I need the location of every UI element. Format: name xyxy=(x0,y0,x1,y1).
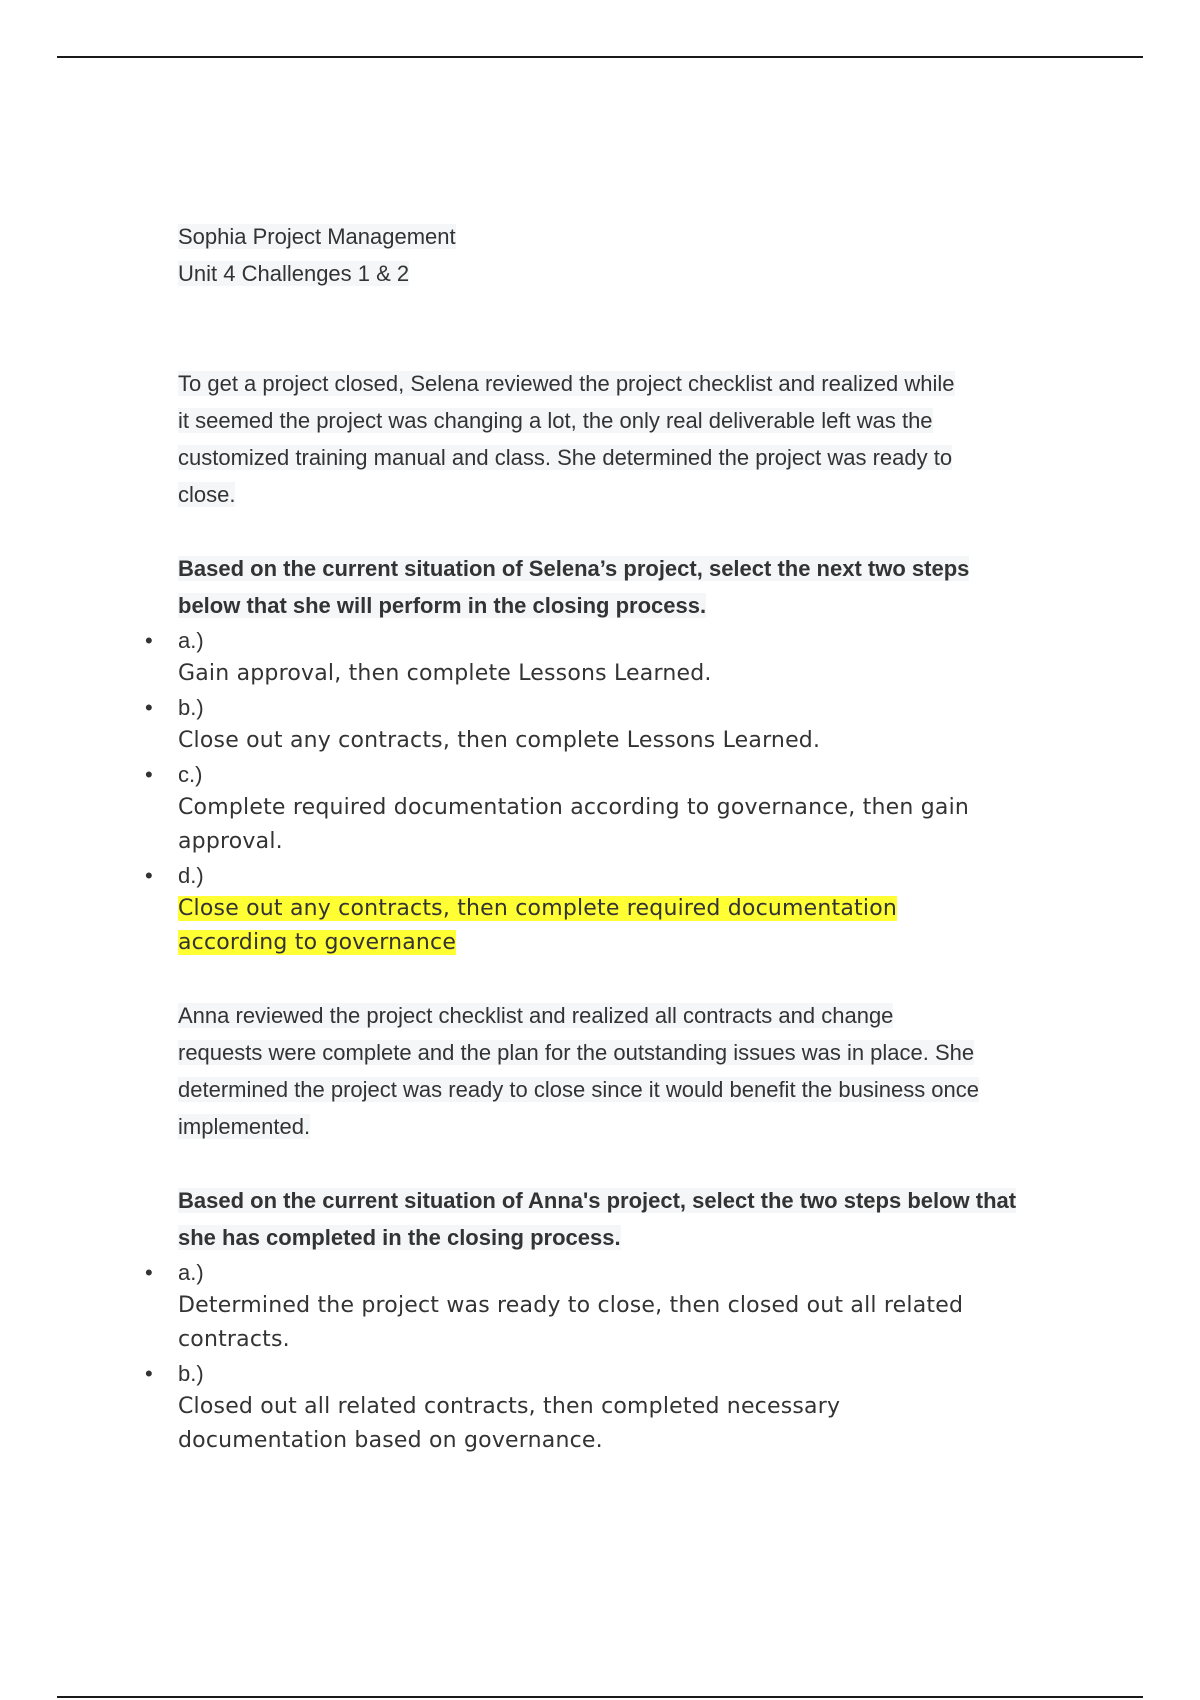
anna-scenario: Anna reviewed the project checklist and realized all contracts and change requests were complete and the plan for the outstanding issues was in place. She determined the project was ready to close since it would benefit the business once implemented. xyxy=(178,1003,980,1139)
option-text: Determined the project was ready to close, then closed out all related contracts. xyxy=(178,1293,964,1352)
top-rule xyxy=(57,56,1143,58)
bullet-icon: • xyxy=(145,695,153,720)
option-letter: d.) xyxy=(178,863,204,888)
document-body xyxy=(145,218,1038,1458)
option-letter: b.) xyxy=(178,695,204,720)
list-item[interactable] xyxy=(145,1256,1038,1357)
bullet-icon: • xyxy=(145,1260,153,1285)
bottom-rule xyxy=(57,1696,1143,1698)
bullet-icon: • xyxy=(145,1361,153,1386)
option-text: Close out any contracts, then complete Lessons Learned. xyxy=(178,728,821,753)
option-letter: c.) xyxy=(178,762,203,787)
option-text: Closed out all related contracts, then completed necessary documentation based on governance. xyxy=(178,1394,841,1453)
option-letter: a.) xyxy=(178,628,204,653)
option-text: Complete required documentation according to governance, then gain approval. xyxy=(178,795,970,854)
unit-title: Unit 4 Challenges 1 & 2 xyxy=(178,261,410,286)
bullet-icon: • xyxy=(145,628,153,653)
option-text-highlighted xyxy=(178,892,958,960)
option-text: Gain approval, then complete Lessons Learned. xyxy=(178,661,712,686)
selena-scenario: To get a project closed, Selena reviewed the project checklist and realized while it seemed the project was changing a lot, the only real deliverable left was the customized training manual and class. She determined the project was ready to close. xyxy=(178,371,955,507)
bullet-icon: • xyxy=(145,863,153,888)
option-letter: b.) xyxy=(178,1361,204,1386)
selena-options xyxy=(145,624,1038,960)
list-item[interactable] xyxy=(145,758,1038,859)
answer-highlight: Close out any contracts, then complete required documentation according to governance xyxy=(178,896,897,955)
list-item[interactable] xyxy=(145,691,1038,758)
list-item[interactable] xyxy=(145,859,1038,960)
selena-question: Based on the current situation of Selena’s project, select the next two steps below that she will perform in the closing process. xyxy=(178,556,970,618)
anna-question: Based on the current situation of Anna's project, select the two steps below that she has completed in the closing process. xyxy=(178,1188,1017,1250)
list-item[interactable] xyxy=(145,1357,1038,1458)
option-letter: a.) xyxy=(178,1260,204,1285)
course-title: Sophia Project Management xyxy=(178,224,456,249)
bullet-icon: • xyxy=(145,762,153,787)
anna-options xyxy=(145,1256,1038,1458)
list-item[interactable] xyxy=(145,624,1038,691)
